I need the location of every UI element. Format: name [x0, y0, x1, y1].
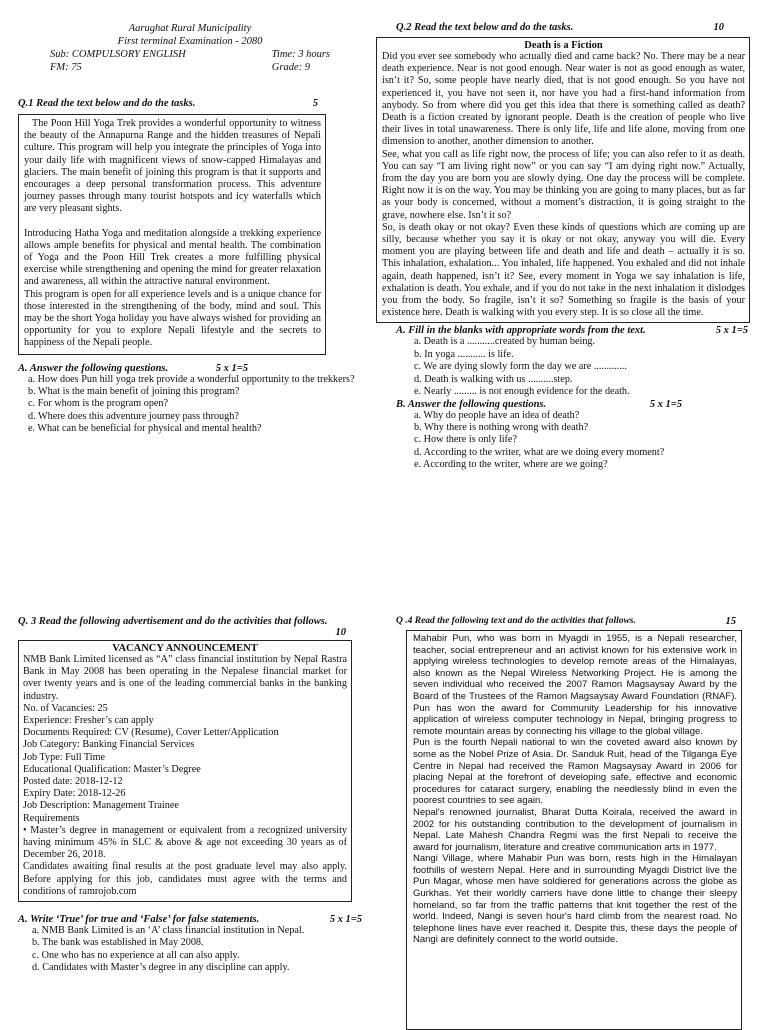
detail-line: Experience: Fresher’s can apply	[23, 715, 154, 727]
q2-passage-box	[376, 37, 750, 323]
q4-heading: Q .4 Read the following text and do the activities that follows.	[396, 616, 636, 626]
detail-line: Documents Required: CV (Resume), Cover Letter/Application	[23, 727, 279, 739]
list-item: e. What can be beneficial for physical and mental health?	[28, 423, 262, 435]
detail-line: Educational Qualification: Master’s Degree	[23, 763, 201, 775]
q3-heading: Q. 3 Read the following advertisement and do the activities that follows.	[18, 616, 328, 627]
full-marks: FM: 75	[50, 62, 82, 73]
q3-title: VACANCY ANNOUNCEMENT	[112, 643, 258, 654]
list-item: d. Where does this adventure journey pass through?	[28, 410, 239, 422]
list-item: a. Why do people have an idea of death?	[414, 409, 580, 421]
detail-line: Posted date: 2018-12-12	[23, 776, 123, 788]
q2-task-a-marks: 5 x 1=5	[715, 325, 748, 337]
q4-para-1: Mahabir Pun, who was born in Myagdi in 1955, is a Nepali researcher, teacher, social entrepreneur and an activist known for his extensive work in applying wireless technologies to develop remote areas of the Himalayas, also known as the Nepal Wireless Networking Project. He is among the seven individual who received the 2007 Ramon Magsaysay Award by the Board of the Trustees of the Ramon Magsaysay Award Foundation (RNAF). Pun has won the award for Community Leadership for his innovative application of wireless computer technology in Nepal, bringing progress to remote mountain areas by connecting his village to the global village.	[413, 633, 737, 737]
list-item: b. Why there is nothing wrong with death?	[414, 421, 589, 433]
q3-intro: NMB Bank Limited licensed as “A” class financial institution by Nepal Rastra Bank in May 2008 has been operating in the Nepalese financial market for over twenty years and is one of the leading commercial banks in the banking industry.	[23, 654, 347, 702]
q1-task-a-title: A. Answer the following questions.	[18, 362, 169, 374]
list-item: a. Death is a ...........created by human being.	[414, 336, 596, 348]
q1-para-2: Introducing Hatha Yoga and meditation alongside a trekking experience allows ample benefits for physical and mental health. The combination of Yoga and the Poon Hill Trek creates a more fulfilling physical exercise while strengthening and opening the mind for greater relaxation and awareness, all within the attractive natural environment.	[24, 227, 321, 288]
q3-advert-box	[18, 640, 352, 902]
detail-line: No. of Vacancies: 25	[23, 702, 108, 714]
list-item: b. The bank was established in May 2008.	[32, 937, 204, 949]
q1-para-1: The Poon Hill Yoga Trek provides a wonderful opportunity to witness the beauty of the Annapurna Range and the hidden treasures of Nepali culture. This program will help you integrate the principles of Yoga into your daily life with magnificent views of snow-capped Himalayas and glaciers. The main benefit of joining this program is that it supports and encourages a deep personal transformation process. This adventure journey passes through many tourist hotspots and icy waterfalls which are very pleasant sights.	[24, 118, 321, 215]
list-item: c. For whom is the program open?	[28, 398, 169, 410]
list-item: d. According to the writer, what are we doing every moment?	[414, 446, 665, 458]
q2-task-b-title: B. Answer the following questions.	[396, 398, 547, 410]
municipality-name: Aarughat Rural Municipality	[128, 23, 252, 34]
q2-para-3: So, is death okay or not okay? Even these kinds of questions which are coming up are silly, because whether you say it is okay or not okay, anyway you will die. Every moment you are playing between life and death and life and death – actually it is so. This inhalation, exhalation... You inhaled, life happened. You exhaled and did not inhale again, death happened, isn’t it? See, every moment in Yoga we say inhalation is life, exhalation is death. You exhale, and if you do not take in the next inhalation it dislodges you from the body. So fragile, isn’t it so? Something so fragile is the basis of your existence here. Death is walking with you every step. It is so close all the time.	[382, 221, 745, 319]
q4-para-4: Nangi Village, where Mahabir Pun was born, rests high in the Himalayan foothills of western Nepal. Here and in surrounding Myagdi District live the Pun Magar, whose men have soldiered for generations across the globe as Gurkhas. Yet their worldly carriers have done little to change their sleepy homeland, so far from the traffic patterns that knit together the rest of the world. Indeed, Nangi is seven hour's hard climb from the nearest road. No telephone lines have ever reached it. Despite this, these days the people of Nangi are definitely connect to the world outside.	[413, 853, 737, 946]
q1-task-a-marks: 5 x 1=5	[215, 362, 248, 374]
time: Time: 3 hours	[271, 49, 330, 60]
list-item: c. How there is only life?	[414, 434, 517, 446]
q4-marks: 15	[725, 616, 736, 627]
q2-task-b-list	[376, 410, 752, 472]
q3-details	[23, 703, 347, 825]
q1-task-a-list	[18, 374, 358, 436]
list-item: d. Death is walking with us ..........step.	[414, 373, 573, 385]
list-item: c. We are dying slowly form the day we are .............	[414, 361, 627, 373]
grade: Grade: 9	[271, 62, 310, 73]
question-2	[376, 22, 752, 472]
question-3	[18, 616, 362, 975]
q1-marks: 5	[312, 98, 318, 109]
subject: Sub: COMPULSORY ENGLISH	[50, 49, 186, 60]
q2-title: Death is a Fiction	[524, 40, 603, 51]
list-item: b. In yoga ........... is life.	[414, 348, 514, 360]
detail-line: Expiry Date: 2018-12-26	[23, 788, 126, 800]
q3-requirement-bullet: • Master’s degree in management or equivalent from a recognized university having minimum 45% in SLC & above & age not exceeding 30 years as of December 26, 2018.	[23, 824, 347, 861]
q2-para-2: See, what you call as life right now, the process of life; you can also refer to it as death. You can say “I am living right now” or you can say “I am dying right now.” Actually, from the day you are born you are slowly dying. One day the process will be complete. Right now it is on the way. You may be thinking you are going to many places, but as far as your body is concerned, without a moment’s distraction, it is going straight to the grave, nowhere else. Isn’t it so?	[382, 148, 745, 221]
q3-closing: Candidates awaiting final results at the post graduate level may also apply. Before applying for this job, candidates must agree with the terms and conditions of ramrojob.com	[23, 861, 347, 897]
list-item: a. NMB Bank Limited is an ‘A’ class financial institution in Nepal.	[32, 925, 305, 937]
detail-line: Job Type: Full Time	[23, 751, 106, 763]
q2-para-1: Did you ever see somebody who actually died and came back? No. There may be a near death experience. Near is not good enough. Near water is not as good enough as water, isn’t it? So, some people have nearly died, that is not good enough. So you have not experienced it, you have not seen it, nor have you had a first-hand information from anybody. So from where did you get this idea that there is something called as death? Death is a fiction created by ignorant people. Death is the creation of people who live their lives in total unawareness. There is only life, life and life alone, moving from one dimension to another, another dimension to another.	[382, 51, 745, 148]
q3-task-a-marks: 5 x 1=5	[329, 914, 362, 926]
q4-passage-box	[406, 630, 742, 1030]
q2-heading: Q.2 Read the text below and do the tasks.	[396, 22, 574, 33]
list-item: c. One who has no experience at all can also apply.	[32, 949, 240, 961]
q3-task-a-title: A. Write ‘True’ for true and ‘False’ for false statements.	[18, 914, 260, 926]
exam-header	[20, 22, 360, 74]
q3-marks: 10	[335, 627, 346, 638]
list-item: e. According to the writer, where are we going?	[414, 459, 608, 471]
q2-task-a-list	[376, 336, 752, 398]
list-item: b. What is the main benefit of joining this program?	[28, 386, 240, 398]
detail-line: Job Category: Banking Financial Services	[23, 739, 195, 751]
q4-para-3: Nepal's renowned journalist, Bharat Dutta Koirala, received the award in 2002 for his outstanding contribution to the development of journalism in Nepal. Late Mahesh Chandra Regmi was the first Nepali to receive the award for journalism, literature and creative communication arts in 1977.	[413, 806, 737, 853]
q2-task-b-marks: 5 x 1=5	[649, 398, 682, 410]
detail-line: Job Description: Management Trainee	[23, 800, 179, 812]
q4-para-2: Pun is the fourth Nepali national to win the coveted award also known by some as the Nobel Prize of Asia. Dr. Sanduk Ruit, head of the Tilganga Eye Centre in Nepal had received the Ramon Magsaysay Award in 2006 for placing Nepal at the forefront of developing safe, effective and economic procedures for cataract surgery, enabling the needlessly blind in even the poorest countries to see again.	[413, 737, 737, 807]
q1-heading: Q.1 Read the text below and do the tasks.	[18, 98, 196, 109]
q2-marks: 10	[713, 22, 724, 33]
question-1	[18, 98, 358, 436]
list-item: d. Candidates with Master’s degree in any discipline can apply.	[32, 962, 290, 974]
q3-task-a-list	[18, 925, 362, 975]
list-item: a. How does Pun hill yoga trek provide a wonderful opportunity to the trekkers?	[28, 373, 355, 385]
q1-para-3: This program is open for all experience levels and is a unique chance for those interested in the strengthening of the body, mind and soul. This may be the short Yoga holiday you have always wished for providing an opportunity for you to explore Nepali lifestyle and the secrets to happiness of the Nepali people.	[24, 288, 321, 349]
q1-passage-box	[18, 114, 326, 355]
exam-name: First terminal Examination - 2080	[117, 36, 263, 47]
detail-line: Requirements	[23, 812, 80, 824]
question-4	[396, 616, 742, 1030]
list-item: e. Nearly ......... is not enough evidence for the death.	[414, 386, 630, 398]
q2-task-a-title: A. Fill in the blanks with appropriate words from the text.	[396, 325, 646, 337]
